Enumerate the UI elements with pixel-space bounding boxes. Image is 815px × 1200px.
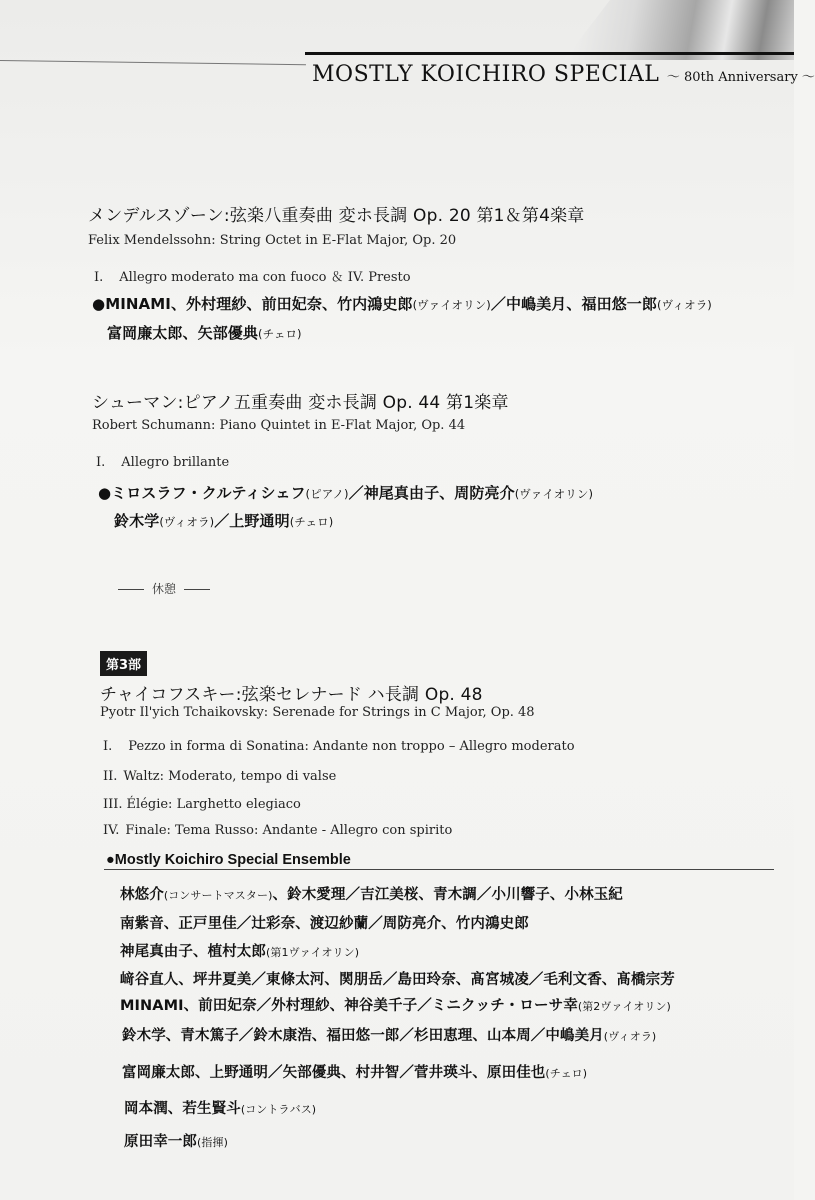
movement-line [103, 823, 452, 838]
header-rule [305, 52, 794, 55]
movement-number: III. [103, 797, 123, 812]
performer-names: 鈴木学 [114, 512, 160, 530]
ensemble-member-line [120, 883, 623, 904]
movement-line [103, 769, 336, 784]
member-names: 林悠介 [120, 887, 164, 903]
piece-en-title: Felix Mendelssohn: String Octet in E-Flat Major, Op. 20 [88, 233, 457, 248]
member-names: MINAMI、前田妃奈／外村理紗、神谷美千子／ミニクッチ・ローサ幸 [120, 998, 578, 1014]
movement-number: I. [94, 270, 104, 285]
piece-jp-title: チャイコフスキー:弦楽セレナード ハ長調 Op. 48 [100, 685, 483, 705]
member-names: 南紫音、正戸里佳／辻彩奈、渡辺紗蘭／周防亮介、竹内鴻史郎 [120, 916, 529, 932]
ensemble-member-line [122, 1061, 587, 1082]
member-names: 神尾真由子、植村太郎 [120, 944, 266, 960]
ensemble-member-line [120, 968, 675, 989]
performer-role: (チェロ) [258, 327, 302, 341]
member-role: (第1ヴァイオリン) [266, 946, 360, 959]
performer-role: (ヴァイオリン) [514, 487, 594, 501]
performer-line [98, 482, 593, 503]
ensemble-member-line [120, 994, 671, 1015]
member-role: (第2ヴァイオリン) [577, 1000, 671, 1013]
ensemble-member-line [122, 1024, 656, 1045]
member-role: (ヴィオラ) [603, 1030, 657, 1043]
part-badge: 第3部 [100, 651, 147, 676]
piece-en-title: Robert Schumann: Piano Quintet in E-Flat Major, Op. 44 [92, 418, 466, 433]
piece-jp-title: シューマン:ピアノ五重奏曲 変ホ長調 Op. 44 第1楽章 [92, 393, 509, 413]
movement-text: Allegro brillante [121, 455, 230, 470]
header-title [312, 62, 815, 87]
member-names: 鈴木学、青木篤子／鈴木康浩、福田悠一郎／杉田恵理、山本周／中嶋美月 [122, 1028, 604, 1044]
performer-role: (ヴィオラ) [657, 298, 712, 312]
movement-number: II. [103, 769, 118, 784]
performer-role: (チェロ) [289, 515, 334, 529]
movement-text: Élégie: Larghetto elegiaco [126, 797, 301, 812]
ensemble-rule [104, 869, 774, 870]
intermission-dash [184, 589, 210, 590]
intermission [110, 580, 218, 597]
member-names: 﨑谷直人、坪井夏美／東條太河、関朋岳／島田玲奈、髙宮城凌／毛利文香、髙橋宗芳 [120, 972, 675, 988]
member-role: (コンサートマスター) [163, 889, 273, 902]
member-names: 岡本潤、若生賢斗 [124, 1101, 241, 1117]
performer-names: ●ミロスラフ・クルティシェフ [98, 484, 306, 502]
movement-line [103, 739, 575, 754]
movement-text: Waltz: Moderato, tempo di valse [123, 769, 337, 784]
movement-line [103, 797, 301, 812]
member-names: 富岡廉太郎、上野通明／矢部優典、村井智／菅井瑛斗、原田佳也 [122, 1065, 546, 1081]
intermission-dash [118, 589, 144, 590]
movement-number: IV. [103, 823, 120, 838]
ensemble-member-line [120, 940, 359, 961]
performer-line [92, 293, 712, 314]
performer-names: ／上野通明 [214, 512, 290, 530]
piece-en-title: Pyotr Il'yich Tchaikovsky: Serenade for Strings in C Major, Op. 48 [100, 705, 535, 720]
ensemble-heading: ●Mostly Koichiro Special Ensemble [106, 852, 351, 868]
member-role: (指揮) [197, 1136, 228, 1149]
member-role: (チェロ) [545, 1067, 588, 1080]
ensemble-member-line [124, 1130, 228, 1151]
header-subtitle: ～ 80th Anniversary ～ [666, 70, 815, 85]
member-names: 原田幸一郎 [124, 1134, 197, 1150]
movement-number: I. [103, 739, 113, 754]
performer-names: 富岡廉太郎、矢部優典 [107, 324, 259, 342]
movement-text: Pezzo in forma di Sonatina: Andante non troppo – Allegro moderato [128, 739, 575, 754]
performer-line [114, 510, 333, 531]
performer-role: (ヴァイオリン) [412, 298, 491, 312]
ensemble-member-line [120, 912, 529, 933]
performer-role: (ピアノ) [305, 487, 349, 501]
performer-names: ●MINAMI、外村理紗、前田妃奈、竹内鴻史郎 [92, 295, 413, 313]
member-role: (コントラバス) [240, 1103, 317, 1116]
member-names: 、鈴木愛理／吉江美桜、青木調／小川響子、小林玉紀 [272, 887, 623, 903]
ensemble-member-line [124, 1097, 316, 1118]
movement-line [94, 266, 411, 285]
performer-names: ／中嶋美月、福田悠一郎 [490, 295, 657, 313]
performer-line [107, 322, 302, 343]
performer-role: (ヴィオラ) [159, 515, 215, 529]
performer-names: ／神尾真由子、周防亮介 [348, 484, 515, 502]
intermission-label: 休憩 [152, 582, 177, 596]
header-title-text: MOSTLY KOICHIRO SPECIAL [312, 62, 660, 87]
movement-text: Finale: Tema Russo: Andante - Allegro con spirito [125, 823, 453, 838]
piece-jp-title: メンデルスゾーン:弦楽八重奏曲 変ホ長調 Op. 20 第1＆第4楽章 [88, 206, 585, 226]
movement-text: Allegro moderato ma con fuoco ＆ IV. Presto [119, 270, 411, 285]
movement-number: I. [96, 455, 106, 470]
movement-line [96, 455, 229, 470]
